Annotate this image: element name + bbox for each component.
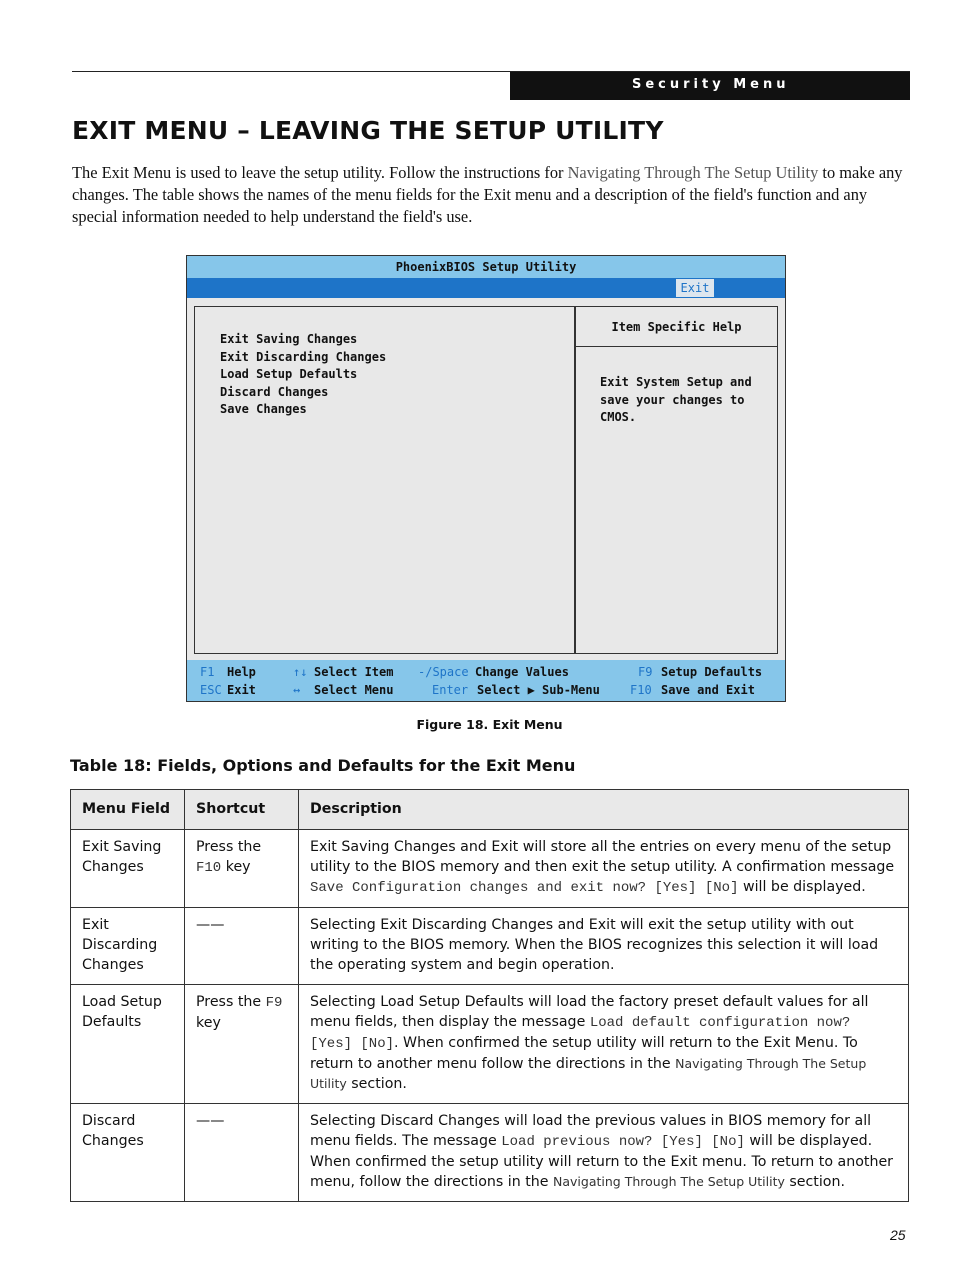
- desc-link-navigating[interactable]: Navigating Through The Setup Utility: [310, 1056, 867, 1091]
- shortcut-text: Press the: [196, 994, 266, 1010]
- key-f1-desc: Help: [227, 665, 256, 679]
- key-f10-desc: Save and Exit: [661, 683, 755, 697]
- key-space: -/Space: [418, 665, 469, 679]
- desc-message: Load default configuration now? [Yes] [No]: [310, 1015, 851, 1052]
- table-row: [71, 985, 909, 1104]
- bios-item-exit-discarding[interactable]: Exit Discarding Changes: [220, 349, 387, 364]
- key-f9-desc: Setup Defaults: [661, 665, 763, 679]
- header-menu-field: Menu Field: [71, 790, 185, 830]
- cell-menu-field: Discard Changes: [71, 1104, 185, 1202]
- section-header-bar: [510, 72, 910, 100]
- leftright-arrows-icon: ↔: [293, 683, 301, 697]
- intro-text-before: The Exit Menu is used to leave the setup utility. Follow the instructions for: [72, 163, 568, 182]
- shortcut-key: F10: [196, 860, 222, 876]
- key-esc: ESC: [200, 683, 222, 697]
- cell-shortcut: [185, 985, 299, 1104]
- table-row: [71, 1104, 909, 1202]
- bios-help-line: Exit System Setup and: [600, 375, 752, 389]
- intro-link-navigating[interactable]: Navigating Through The Setup Utility: [567, 163, 819, 182]
- key-f9: F9: [638, 665, 653, 679]
- bios-help-line: save your changes to: [600, 392, 745, 407]
- desc-text: will be displayed.: [738, 879, 866, 895]
- intro-text-after: to make any changes. The table shows the names of the menu fields for the Exit menu and a description of the field's function and any special information needed to help understand the field's use.: [72, 163, 903, 226]
- desc-link-navigating[interactable]: Navigating Through The Setup Utility: [553, 1174, 785, 1189]
- exit-menu-table: [70, 789, 909, 1202]
- key-f1: F1: [200, 665, 215, 679]
- cell-shortcut: ——: [185, 908, 299, 985]
- shortcut-text: key: [196, 1015, 221, 1031]
- updown-arrows-icon: ↑↓: [293, 665, 308, 679]
- table-row: [71, 830, 909, 908]
- shortcut-key: F9: [265, 995, 283, 1011]
- desc-text: . When confirmed the setup utility will return to the Exit Menu. To return to another menu follow the directions in the: [310, 1035, 858, 1072]
- cell-description: [299, 1104, 909, 1202]
- cell-description: [299, 985, 909, 1104]
- bios-title-bar: [187, 256, 785, 278]
- key-space-desc: Change Values: [475, 665, 569, 679]
- page-number: 25: [890, 1227, 906, 1243]
- desc-message: Load previous now? [Yes] [No]: [501, 1134, 745, 1150]
- bios-menu-items: [220, 331, 386, 419]
- desc-text: section.: [784, 1174, 845, 1190]
- bios-menu-bar: [187, 278, 785, 298]
- table-title: Table 18: Fields, Options and Defaults for the Exit Menu: [70, 756, 576, 775]
- section-label: Security Menu: [632, 77, 790, 92]
- desc-text: will be displayed. When confirmed the setup utility will return to the Exit menu. To return to another menu, follow the directions in the: [310, 1133, 894, 1190]
- bios-tab-exit[interactable]: Exit: [676, 279, 714, 297]
- page-title: EXIT MENU – LEAVING THE SETUP UTILITY: [72, 116, 664, 145]
- desc-text: Selecting Discard Changes will load the previous values in BIOS memory for all menu fields. The message: [310, 1113, 872, 1149]
- desc-text: section.: [346, 1076, 407, 1092]
- table-row: [71, 908, 909, 985]
- cell-description: Selecting Exit Discarding Changes and Exit will exit the setup utility with out writing to the BIOS memory. When the BIOS recognizes this selection it will load the operating system and begin operation.: [299, 908, 909, 985]
- desc-text: Selecting Load Setup Defaults will load the factory preset default values for all menu fields, then display the message: [310, 994, 869, 1030]
- shortcut-text: Press the: [196, 839, 262, 855]
- cell-menu-field: Exit Discarding Changes: [71, 908, 185, 985]
- key-enter: Enter: [432, 683, 469, 697]
- cell-menu-field: Load Setup Defaults: [71, 985, 185, 1104]
- bios-panel-divider: [574, 306, 576, 654]
- key-updown-desc: Select Item: [314, 665, 394, 679]
- key-enter-desc: Select ▶ Sub-Menu: [477, 683, 600, 697]
- bios-footer: [187, 660, 785, 701]
- cell-menu-field: Exit Saving Changes: [71, 830, 185, 908]
- figure-caption: Figure 18. Exit Menu: [416, 717, 563, 732]
- header-shortcut: Shortcut: [185, 790, 299, 830]
- header-description: Description: [299, 790, 909, 830]
- cell-description: [299, 830, 909, 908]
- bios-title: PhoenixBIOS Setup Utility: [395, 260, 577, 274]
- bios-item-exit-saving[interactable]: Exit Saving Changes: [220, 332, 358, 346]
- bios-item-discard-changes[interactable]: Discard Changes: [220, 384, 329, 399]
- bios-item-save-changes[interactable]: Save Changes: [220, 402, 307, 417]
- cell-shortcut: ——: [185, 1104, 299, 1202]
- key-f10: F10: [630, 683, 652, 697]
- shortcut-text: key: [221, 859, 251, 875]
- desc-message: Save Configuration changes and exit now? [Yes] [No]: [310, 880, 739, 896]
- desc-text: Exit Saving Changes and Exit will store all the entries on every menu of the setup utility to the BIOS memory and then exit the setup utility. A confirmation message: [310, 839, 895, 875]
- intro-paragraph: [72, 162, 914, 228]
- bios-help-header: Item Specific Help: [576, 306, 777, 347]
- key-leftright-desc: Select Menu: [314, 683, 394, 697]
- cell-shortcut: [185, 830, 299, 908]
- bios-screenshot: [186, 255, 786, 702]
- bios-help-text: [600, 374, 770, 427]
- table-header-row: [71, 790, 909, 830]
- bios-help-line: CMOS.: [600, 410, 637, 425]
- key-esc-desc: Exit: [227, 683, 256, 697]
- bios-item-load-defaults[interactable]: Load Setup Defaults: [220, 367, 358, 382]
